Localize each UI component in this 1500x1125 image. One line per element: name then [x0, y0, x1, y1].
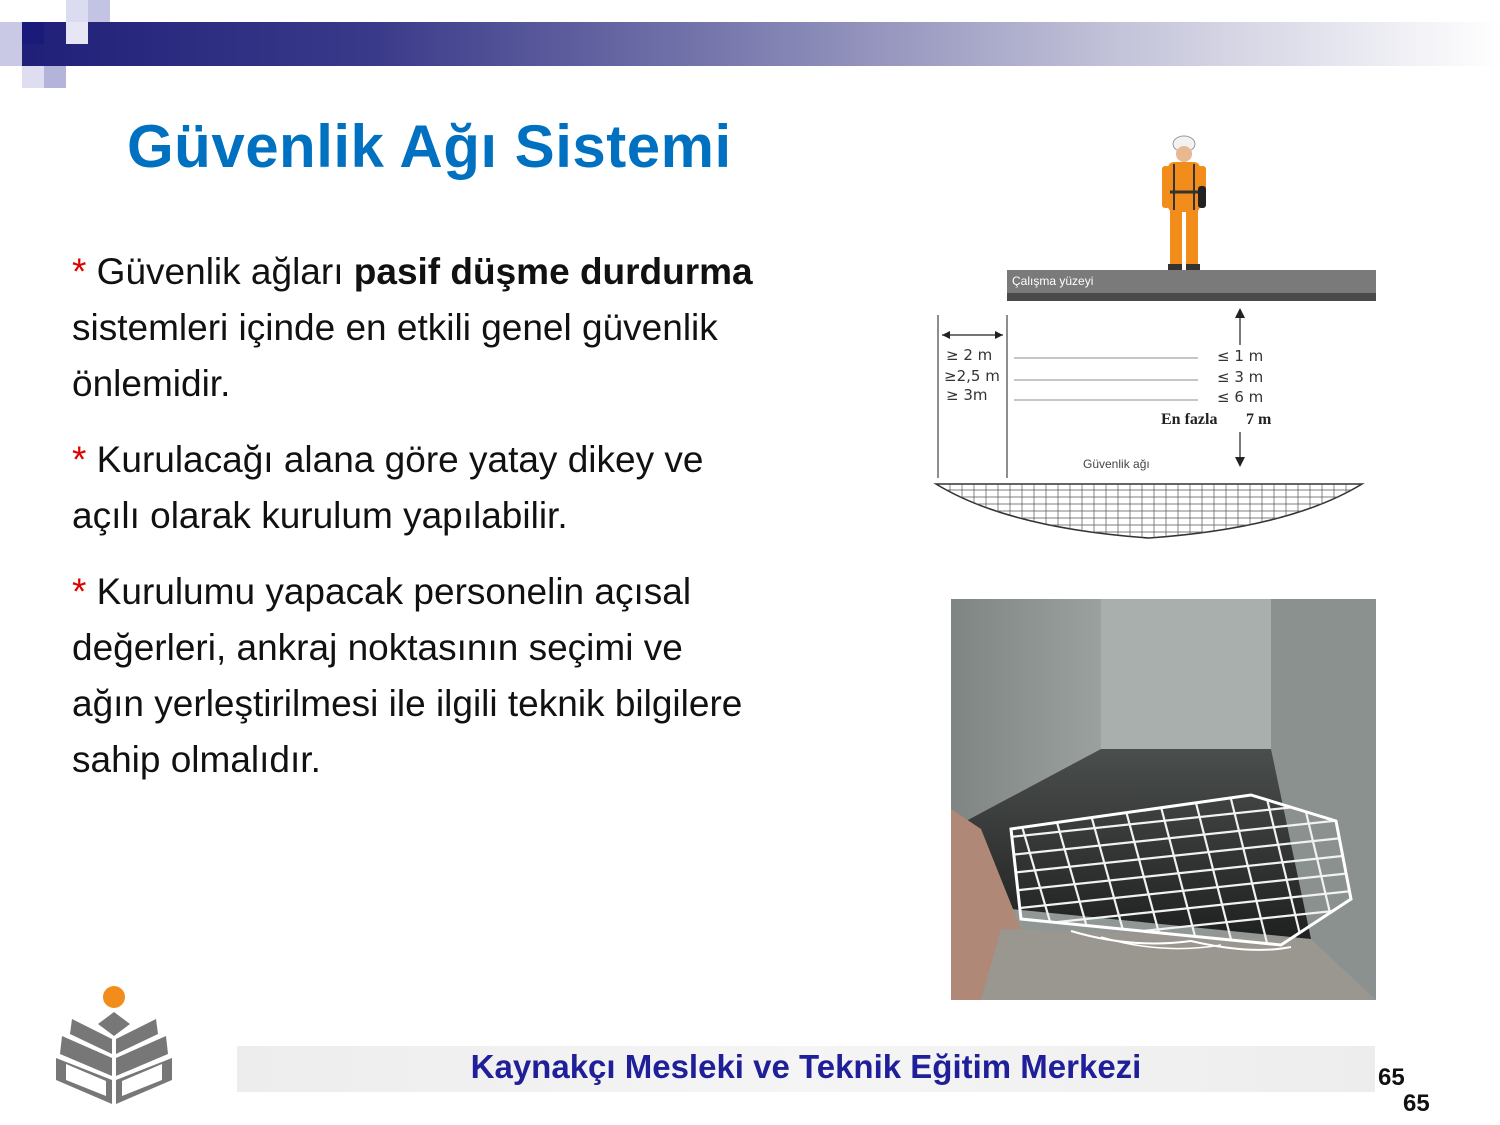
right-label: ≤ 1 m: [1217, 347, 1264, 365]
worker-figure-icon: [1162, 136, 1206, 272]
page-number-secondary: 65: [1403, 1090, 1430, 1117]
header-gradient-bar: [0, 22, 1500, 66]
bullet-text: sistemleri içinde en etkili genel güvenlik önlemidir.: [72, 307, 718, 404]
bullet-star: *: [72, 251, 87, 292]
net-label: Güvenlik ağı: [1083, 457, 1150, 471]
page-number: 65: [1378, 1064, 1405, 1091]
left-label: ≥2,5 m: [944, 367, 1000, 385]
bullet-item-3: [72, 564, 762, 788]
right-label: ≤ 6 m: [1217, 388, 1264, 406]
bullet-item-1: [72, 244, 772, 412]
installed-net-photo: [951, 599, 1376, 1000]
bullet-text: Kurulacağı alana göre yatay dikey ve açılı olarak kurulum yapılabilir.: [72, 439, 704, 536]
safety-net-icon: [930, 480, 1370, 540]
header-square-lower-2: [22, 66, 44, 88]
header-square-mid: [66, 0, 88, 22]
bullet-star: *: [72, 439, 87, 480]
bullet-list: [72, 244, 772, 808]
organization-name: Kaynakçı Mesleki ve Teknik Eğitim Merkezi: [470, 1048, 1142, 1085]
surface-label: Çalışma yüzeyi: [1012, 274, 1094, 288]
bullet-text: Kurulumu yapacak personelin açısal değerleri, ankraj noktasının seçimi ve ağın yerleştirilmesi ile ilgili teknik bilgilere sahip olmalıdır.: [72, 571, 743, 780]
header-square-pale: [66, 22, 88, 44]
header-square-dark: [22, 22, 44, 44]
header-square-soft: [88, 0, 110, 22]
organization-logo: [52, 984, 176, 1108]
header-square-lower: [44, 66, 66, 88]
max-value: 7 m: [1246, 411, 1272, 428]
safety-net-diagram: [930, 130, 1380, 550]
bullet-item-2: [72, 432, 772, 544]
left-label: ≥ 2 m: [946, 346, 993, 364]
right-label: ≤ 3 m: [1217, 368, 1264, 386]
bullet-text: Güvenlik ağları: [86, 251, 354, 292]
header-square-light: [0, 22, 22, 66]
bullet-star: *: [72, 571, 87, 612]
left-label: ≥ 3m: [946, 386, 988, 404]
bullet-bold-text: pasif düşme durdurma: [353, 251, 753, 292]
slide-title: Güvenlik Ağı Sistemi: [127, 113, 732, 180]
max-label: En fazla: [1161, 411, 1218, 428]
